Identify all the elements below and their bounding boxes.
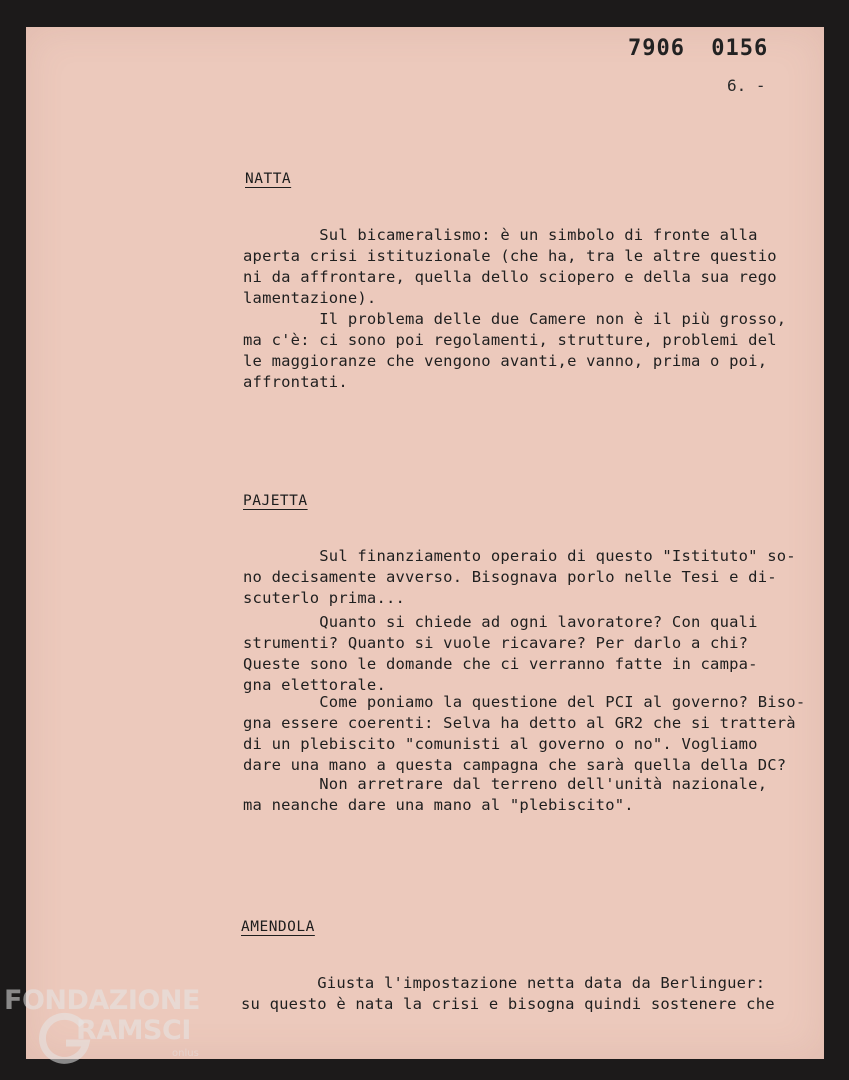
document-number: 7906 0156: [628, 36, 769, 61]
paragraph: Quanto si chiede ad ogni lavoratore? Con quali strumenti? Quanto si vuole ricavare? Per darlo a chi? Queste sono le domande che ci verranno fatte in campa- gna elettorale.: [243, 613, 758, 694]
speaker-heading-amendola: AMENDOLA: [241, 919, 315, 935]
watermark-line2: RAMSCI: [76, 1015, 191, 1046]
document-page: [26, 27, 824, 1059]
paragraph: Giusta l'impostazione netta data da Berlinguer: su questo è nata la crisi e bisogna quindi sostenere che: [241, 974, 775, 1013]
paragraph: Sul finanziamento operaio di questo "Istituto" so- no decisamente avverso. Bisognava porlo nelle Tesi e di- scuterlo prima...: [243, 547, 796, 607]
paragraph: Sul bicameralismo: è un simbolo di fronte alla aperta crisi istituzionale (che ha, tra le altre questio ni da affrontare, quella dello sciopero e della sua rego lamentazione).: [243, 226, 777, 307]
fondazione-gramsci-watermark: [4, 985, 224, 1080]
speaker-heading-pajetta: PAJETTA: [243, 493, 308, 509]
paragraph: Come poniamo la questione del PCI al governo? Biso- gna essere coerenti: Selva ha detto al GR2 che si tratterà di un plebiscito "comunisti al governo o no". Vogliamo dare una mano a questa campagna che sarà quella della DC?: [243, 693, 806, 774]
watermark-line1: FONDAZIONE: [4, 985, 200, 1016]
paragraph: Non arretrare dal terreno dell'unità nazionale, ma neanche dare una mano al "plebiscito".: [243, 775, 768, 814]
watermark-sub: onlus: [172, 1048, 199, 1059]
page-number: 6. -: [727, 76, 766, 95]
speaker-heading-natta: NATTA: [245, 171, 292, 187]
paragraph: Il problema delle due Camere non è il più grosso, ma c'è: ci sono poi regolamenti, strutture, problemi del le maggioranze che vengono avanti,e vanno, prima o poi, affrontati.: [243, 310, 787, 391]
